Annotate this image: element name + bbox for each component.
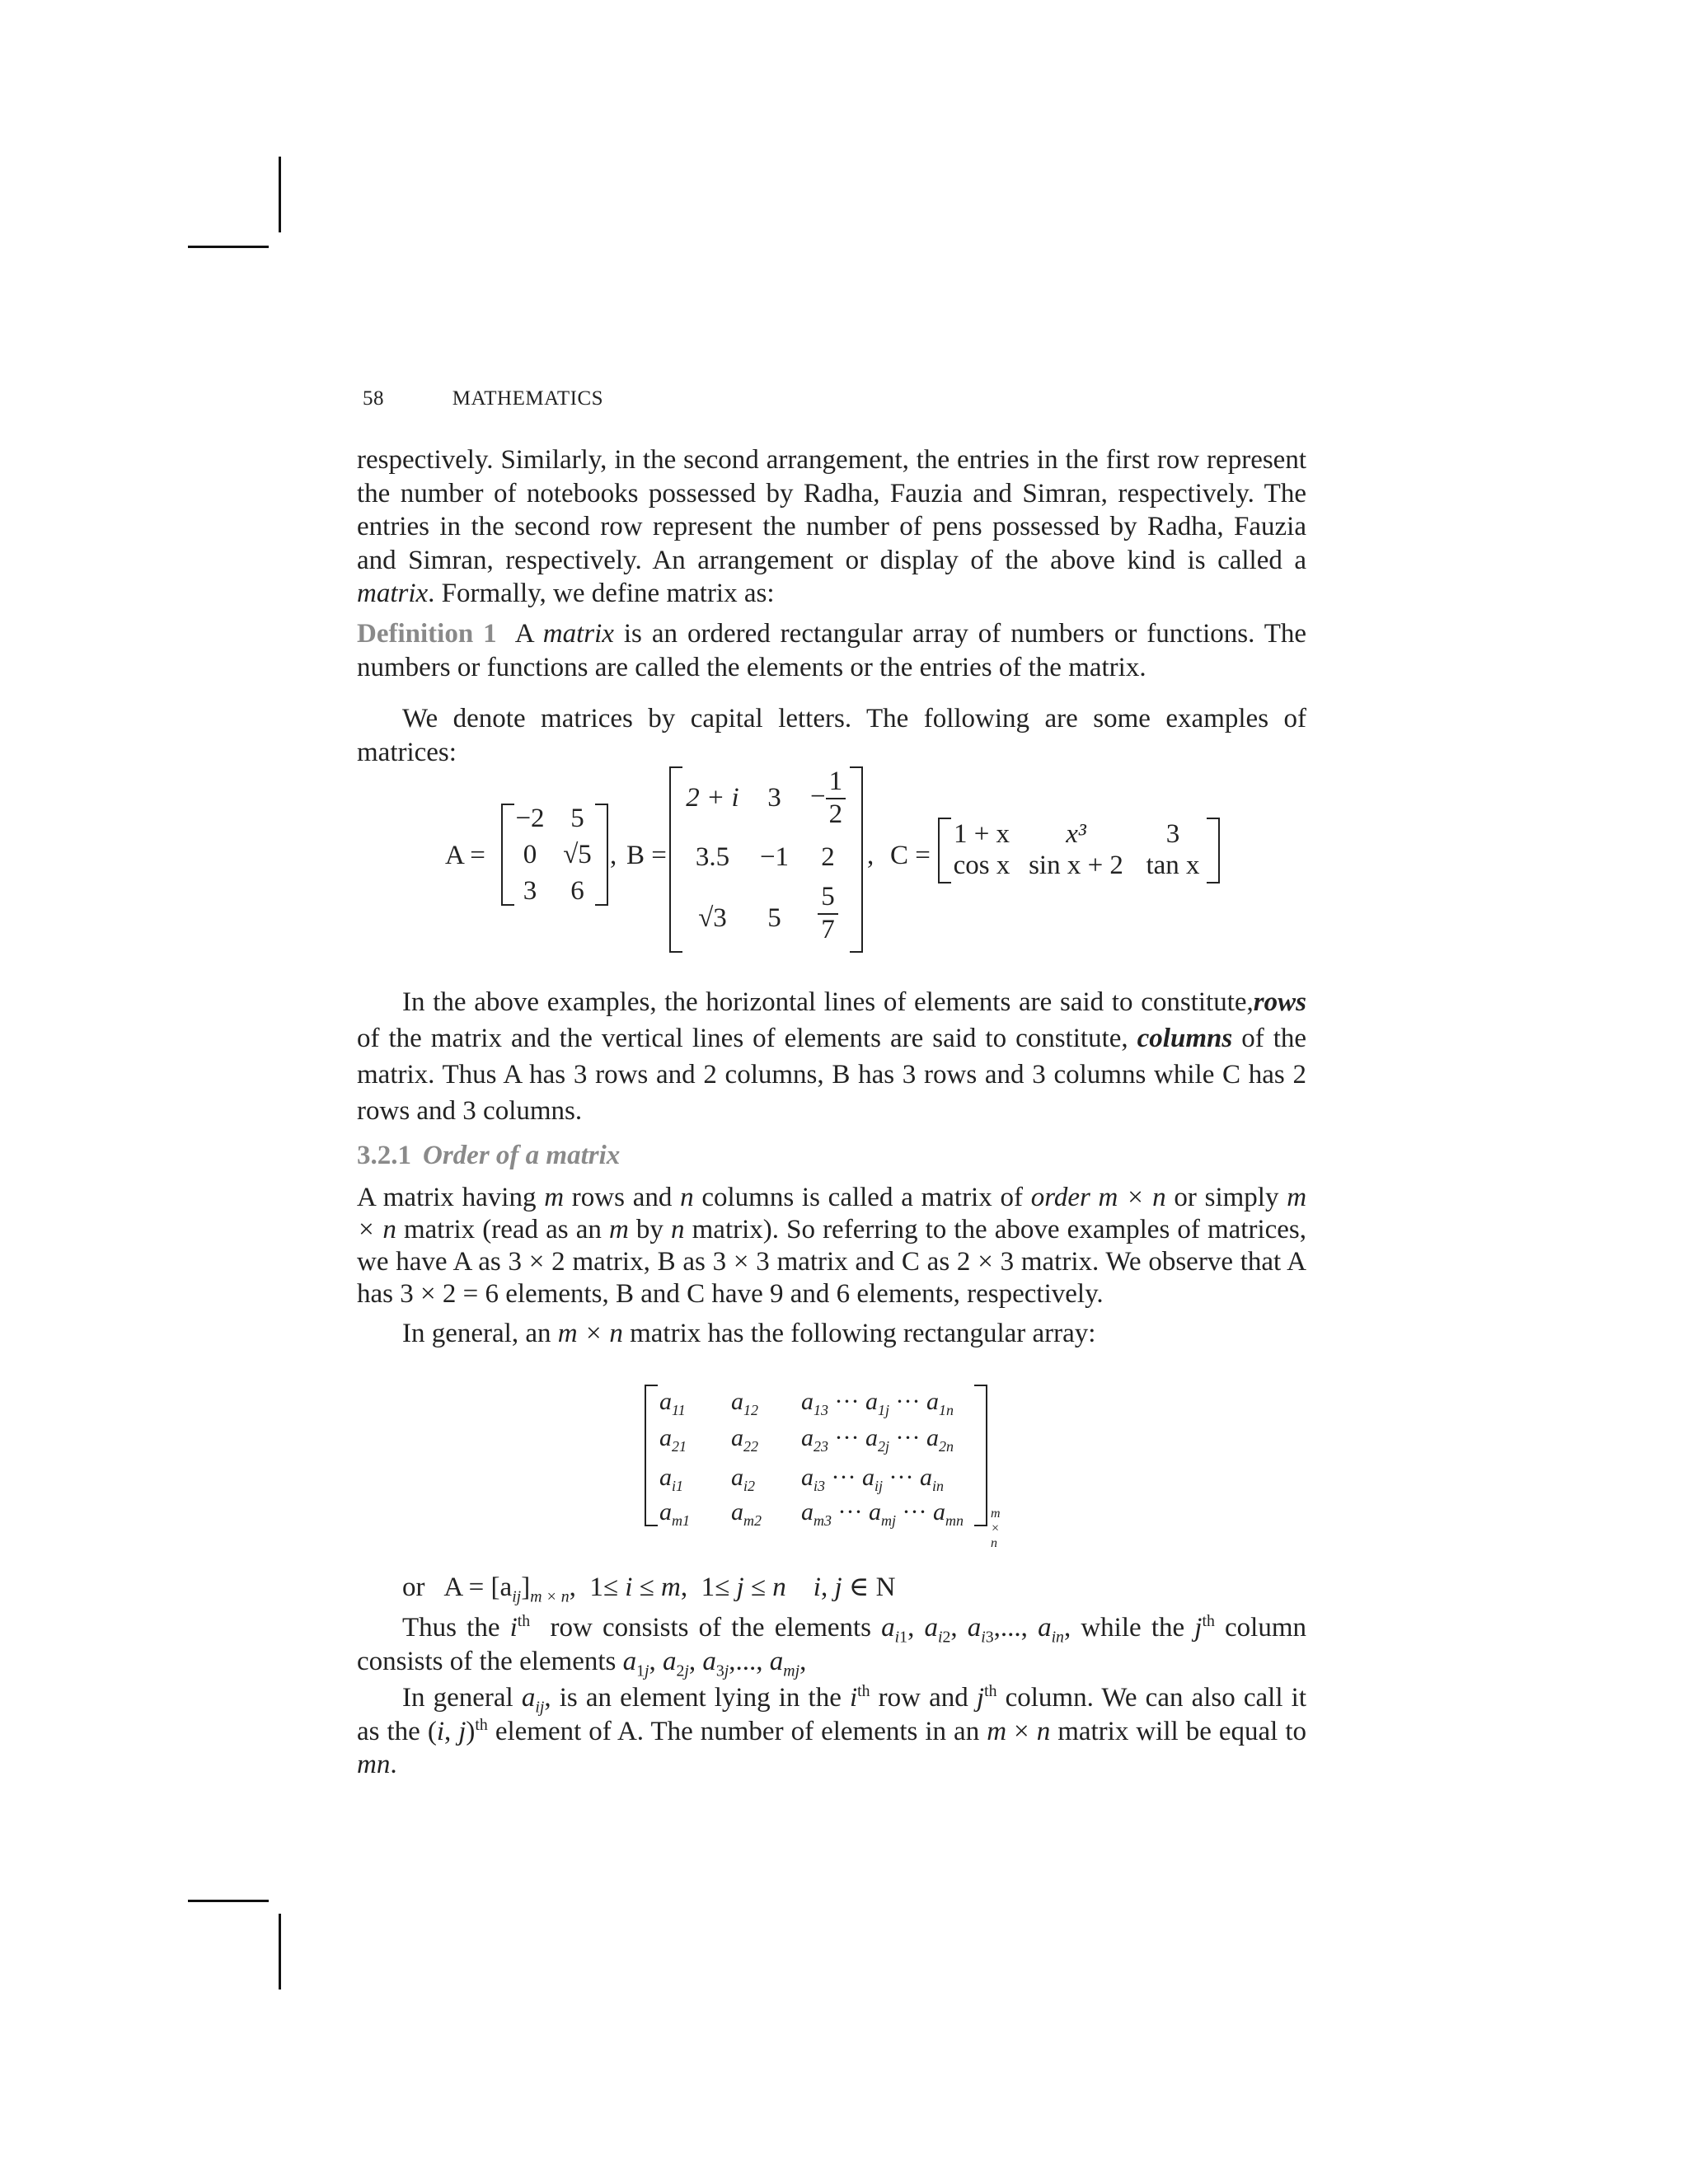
matrix-a bbox=[501, 804, 608, 906]
matrix-b-cell: 5 bbox=[767, 903, 781, 933]
matrix-c bbox=[938, 818, 1220, 882]
page-header bbox=[363, 387, 603, 410]
matrix-c-cell: sin x + 2 bbox=[1029, 851, 1123, 880]
definition-article: A bbox=[514, 619, 533, 649]
crop-mark-bottom-horizontal bbox=[188, 1900, 269, 1902]
matrix-b-cell: −1 bbox=[759, 842, 790, 872]
general-order: m × n bbox=[991, 1507, 1001, 1550]
general-row: $a_{11}$ bbox=[659, 1388, 686, 1418]
section-title: Order of a matrix bbox=[423, 1141, 621, 1170]
crop-mark-bottom-vertical bbox=[279, 1914, 281, 1990]
definition-block bbox=[357, 617, 1306, 684]
general-row: $a_{12}$ bbox=[731, 1388, 758, 1418]
paragraph-general bbox=[357, 1317, 1306, 1351]
comma: , bbox=[610, 841, 617, 870]
order-text: rows and bbox=[571, 1183, 673, 1212]
matrix-c-cell: 3 bbox=[1165, 819, 1180, 849]
crop-mark-top-horizontal bbox=[188, 246, 269, 248]
section-number: 3.2.1 bbox=[357, 1141, 411, 1170]
rows-term: rows bbox=[1253, 987, 1306, 1017]
definition-term: matrix bbox=[542, 619, 614, 649]
matrix-b-label: B = bbox=[626, 841, 667, 870]
general-row: $a_{22}$ bbox=[731, 1424, 758, 1455]
paragraph-element: In general $a_{ij}$, is an element lying in the $i^{th}$ row and $j^{th}$ column. We can also call it as the (i, j)$^{th}$ element of A. The number of elements in an m × n matrix will be equal to mn. bbox=[357, 1682, 1306, 1779]
order-m: m bbox=[608, 1215, 629, 1244]
page-number: 58 bbox=[363, 387, 384, 410]
matrix-a-cell: −2 bbox=[515, 804, 545, 833]
general-text: matrix has the following rectangular array: bbox=[630, 1319, 1096, 1348]
general-mn: m × n bbox=[557, 1319, 623, 1348]
order-text: or simply bbox=[1174, 1183, 1279, 1212]
or-line: or $A = [a_{ij}]_{m \times n}$, 1≤ i ≤ m, 1≤ j ≤ n i, j ∈ N bbox=[402, 1572, 896, 1606]
rows-text-b: of the matrix and the vertical lines of elements are said to constitute, bbox=[357, 1024, 1128, 1053]
general-row: $a_{21}$ bbox=[659, 1424, 687, 1455]
order-mn: m × n bbox=[357, 1183, 1307, 1244]
general-matrix bbox=[645, 1385, 1007, 1550]
intro-text: respectively. Similarly, in the second arrangement, the entries in the first row represent the number of notebooks possessed by Radha, Fauzia and Simran, respectively. The entries in the second row represent the number of pens possessed by Radha, Fauzia and Simran, respectively. An arrangement or display of the above kind is called a bbox=[357, 445, 1306, 575]
matrix-b-cell: $\frac{5}{7}$ bbox=[801, 882, 855, 946]
order-text: matrix (read as an bbox=[403, 1215, 602, 1244]
definition-text: is an ordered rectangular array of numbers or functions. The numbers or functions are called the elements or the entries of the matrix. bbox=[357, 619, 1307, 682]
matrix-b-cell: √3 bbox=[698, 903, 727, 933]
order-text: matrix). So referring to the above examples of matrices, we have A as 3 × 2 matrix, B as 3 × 3 matrix and C as 2 × 3 matrix. We observe that A has 3 × 2 = 6 elements, B and C have 9 and 6 elements, respectively. bbox=[357, 1215, 1307, 1309]
matrix-a-cell: 3 bbox=[523, 876, 537, 906]
paragraph-row-column: Thus the $i^{th}$ row consists of the elements $a_{i1}$, $a_{i2}$, $a_{i3}$,..., $a_{in}$, while the $j^{th}$ column consists of the elements $a_{1j}$, $a_{2j}$, $a_{3j}$,..., $a_{mj}$, bbox=[357, 1612, 1306, 1680]
columns-term: columns bbox=[1137, 1024, 1233, 1053]
crop-mark-top-vertical bbox=[279, 157, 281, 232]
rows-text-c: of the matrix. Thus A has 3 rows and 2 columns, B has 3 rows and 3 columns while C has 2 rows and 3 columns. bbox=[357, 1024, 1307, 1126]
paragraph-order bbox=[357, 1182, 1306, 1310]
matrix-c-label: C = bbox=[890, 841, 931, 870]
paragraph-rows-columns bbox=[357, 984, 1306, 1129]
matrix-b-cell: 3 bbox=[767, 783, 781, 813]
paragraph-examples-intro bbox=[357, 702, 1306, 769]
matrix-c-cell: 1 + x bbox=[953, 819, 1010, 849]
rows-text-a: In the above examples, the horizontal lines of elements are said to constitute, bbox=[402, 987, 1254, 1017]
order-m: m bbox=[544, 1183, 565, 1212]
matrix-a-cell: 6 bbox=[570, 876, 584, 906]
matrix-a-cell: 0 bbox=[523, 840, 537, 869]
general-text: In general, an bbox=[402, 1319, 551, 1348]
general-row: $a_{m2}$ bbox=[731, 1498, 762, 1529]
section-heading bbox=[357, 1141, 620, 1171]
general-row: $a_{m1}$ bbox=[659, 1498, 690, 1529]
matrix-a-cell: √5 bbox=[563, 840, 592, 869]
examples-intro-text: We denote matrices by capital letters. The following are some examples of matrices: bbox=[357, 704, 1306, 767]
order-n: n bbox=[671, 1215, 685, 1244]
intro-tail: . Formally, we define matrix as: bbox=[428, 579, 775, 608]
order-text: by bbox=[635, 1215, 663, 1244]
matrix-b-cell: − $\frac{1}{2}$ bbox=[801, 766, 855, 831]
paragraph-intro bbox=[357, 443, 1306, 611]
matrix-c-cell: x³ bbox=[1066, 819, 1086, 849]
matrix-a-cell: 5 bbox=[570, 804, 584, 833]
matrix-c-cell: cos x bbox=[953, 851, 1010, 880]
intro-matrix-term: matrix bbox=[357, 579, 429, 608]
general-row: $a_{13}$ ··· $a_{1j}$ ··· $a_{1n}$ bbox=[801, 1388, 954, 1418]
running-title: MATHEMATICS bbox=[452, 387, 604, 410]
matrix-b-cell: 3.5 bbox=[695, 842, 730, 872]
matrix-b bbox=[669, 766, 863, 952]
general-row: $a_{i3}$ ··· $a_{ij}$ ··· $a_{in}$ bbox=[801, 1464, 945, 1494]
general-row: $a_{m3}$ ··· $a_{mj}$ ··· $a_{mn}$ bbox=[801, 1498, 964, 1529]
matrix-a-label: A = bbox=[445, 841, 485, 870]
order-text: columns is called a matrix of bbox=[701, 1183, 1023, 1212]
matrix-b-cell: 2 + i bbox=[686, 783, 739, 813]
definition-label: Definition 1 bbox=[357, 619, 497, 649]
example-matrices bbox=[445, 766, 1269, 952]
general-row: $a_{23}$ ··· $a_{2j}$ ··· $a_{2n}$ bbox=[801, 1424, 954, 1455]
matrix-c-cell: tan x bbox=[1146, 851, 1200, 880]
order-n: n bbox=[680, 1183, 694, 1212]
general-row: $a_{i1}$ bbox=[659, 1464, 684, 1494]
order-text: A matrix having bbox=[357, 1183, 537, 1212]
comma: , bbox=[867, 841, 874, 870]
order-term: order m × n bbox=[1030, 1183, 1166, 1212]
matrix-b-cell: 2 bbox=[821, 842, 835, 872]
general-row: $a_{i2}$ bbox=[731, 1464, 756, 1494]
